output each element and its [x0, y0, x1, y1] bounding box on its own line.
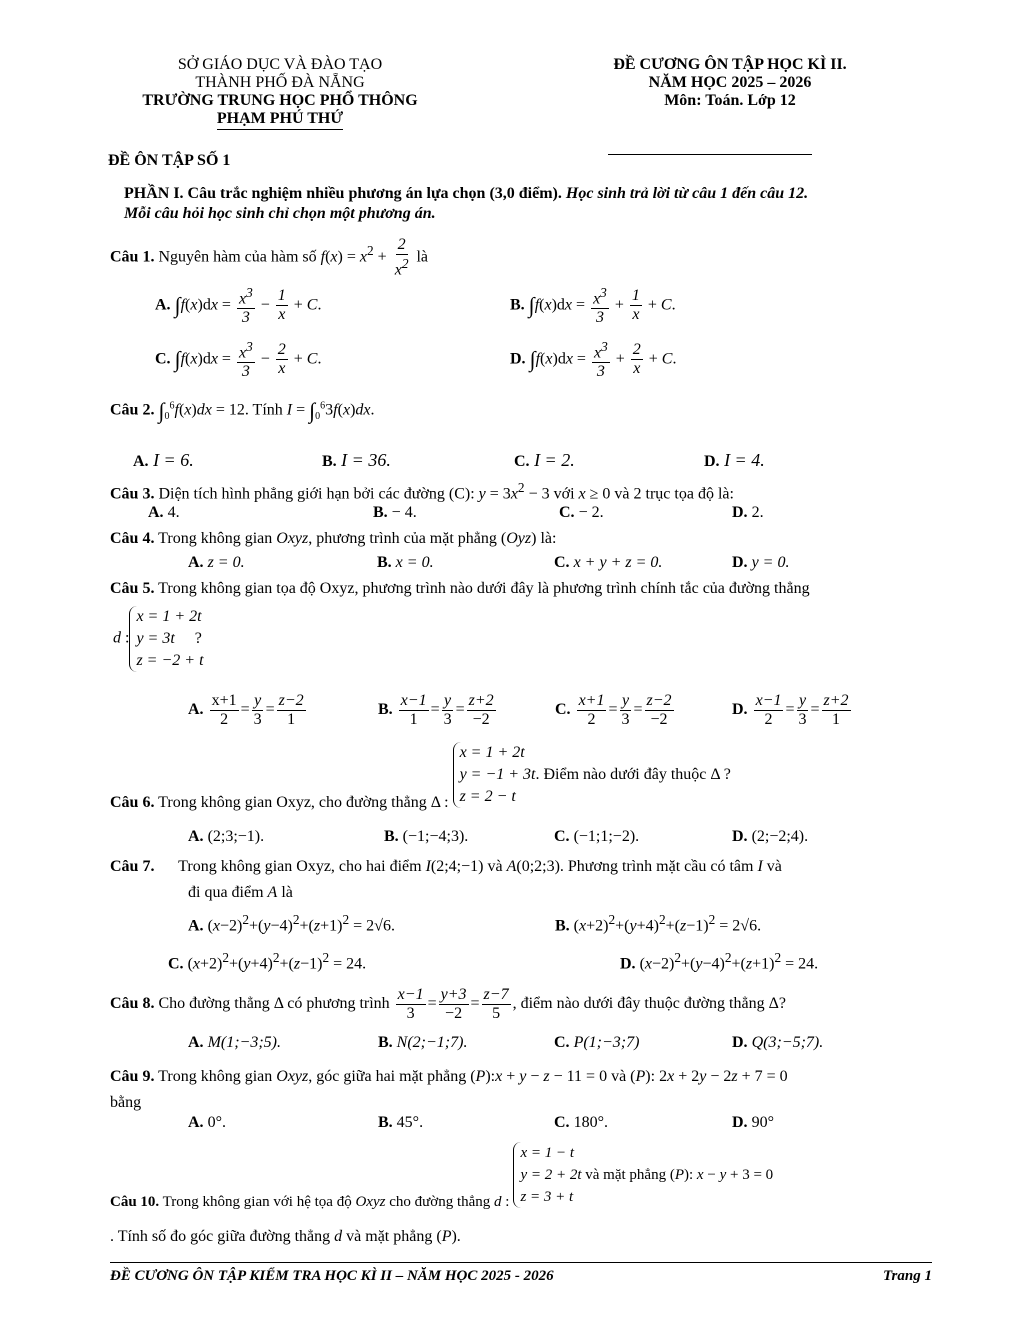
question-10: Câu 10. Trong không gian với hệ tọa độ Oxyz cho đường thẳng d : x = 1 − t y = 2 + 2t và mặt phẳng (P): x − y + 3 = 0 z = 3 + t	[110, 1142, 773, 1208]
q7-option-a[interactable]: A. $(x-2)^2+(y-4)^2+(z+1)^2 = 2√6$.	[188, 912, 395, 935]
footer-title: ĐỀ CƯƠNG ÔN TẬP KIỂM TRA HỌC KÌ II – NĂM HỌC 2025 - 2026	[110, 1268, 554, 1284]
question-9-line2: bằng	[110, 1094, 142, 1111]
part1-instruction: PHẦN I. Câu trắc nghiệm nhiều phương án lựa chọn (3,0 điểm). Học sinh trả lời từ câu 1 đến câu 12. Mỗi câu hỏi học sinh chỉ chọn một phương án.	[124, 185, 809, 222]
q3-option-b[interactable]: B. − 4.	[373, 504, 417, 521]
q7-option-b[interactable]: B. $(x+2)^2+(y+4)^2+(z-1)^2 = 2√6$.	[555, 912, 762, 935]
question-10-line2: . Tính số đo góc giữa đường thẳng d và mặt phẳng (P).	[110, 1228, 461, 1245]
q4-option-a[interactable]: A. z = 0.	[188, 554, 245, 571]
q9-option-b[interactable]: B. 45°.	[378, 1114, 424, 1131]
question-9: Câu 9. Trong không gian Oxyz, góc giữa hai mặt phẳng (P):x + y − z − 11 = 0 và (P): 2x + 2y − 2z + 7 = 0	[110, 1068, 788, 1085]
q8-option-a[interactable]: A. M(1;−3;5).	[188, 1034, 281, 1051]
q2-option-d[interactable]: D. I = 4.	[704, 450, 765, 470]
q8-option-c[interactable]: C. P(1;−3;7)	[554, 1034, 640, 1051]
question-1: Câu 1. Nguyên hàm của hàm số $f(x) = x^2$ + $\frac{2}{x^2}$ là	[110, 236, 429, 279]
header-divider	[608, 154, 812, 155]
footer-divider	[110, 1262, 932, 1263]
q6-option-b[interactable]: B. (−1;−4;3).	[384, 828, 469, 845]
school-type: TRƯỜNG TRUNG HỌC PHỔ THÔNG	[142, 92, 418, 109]
q6-option-d[interactable]: D. (2;−2;4).	[732, 828, 809, 845]
header-right	[540, 56, 920, 110]
school-year: NĂM HỌC 2025 – 2026	[648, 74, 812, 91]
page-number: Trang 1	[882, 1268, 932, 1284]
q8-option-b[interactable]: B. N(2;−1;7).	[378, 1034, 468, 1051]
q5-option-c[interactable]: C. $\frac{x+1}{2}$ = $\frac{y}{3}$ = $\frac{z-2}{-2}$	[555, 692, 672, 728]
q7-option-c[interactable]: C. $(x+2)^2+(y+4)^2+(z-1)^2 = 24$.	[168, 950, 367, 973]
city-name: THÀNH PHỐ ĐÀ NẴNG	[195, 74, 365, 91]
q1-option-d[interactable]: D. ∫f(x)dx = $\frac{x^3}{3}$ + $\frac{2}{x}$ + C.	[510, 339, 677, 381]
q9-option-a[interactable]: A. 0°.	[188, 1114, 226, 1131]
q1-option-a[interactable]: A. ∫f(x)dx = $\frac{x^3}{3}$ − $\frac{1}{x}$ + C.	[155, 285, 322, 327]
q2-option-a[interactable]: A. I = 6.	[133, 450, 194, 470]
q6-option-a[interactable]: A. (2;3;−1).	[188, 828, 265, 845]
q5-option-b[interactable]: B. $\frac{x-1}{1}$ = $\frac{y}{3}$ = $\frac{z+2}{-2}$	[378, 692, 494, 728]
subject: Môn: Toán. Lớp 12	[664, 92, 796, 109]
q3-option-c[interactable]: C. − 2.	[559, 504, 604, 521]
q5-line-system: d : x = 1 + 2t y = 3t ? z = −2 + t	[113, 606, 204, 672]
question-4: Câu 4. Trong không gian Oxyz, phương trình của mặt phẳng (Oyz) là:	[110, 530, 557, 547]
question-8: Câu 8. Cho đường thẳng Δ có phương trình $\frac{x-1}{3}$ = $\frac{y+3}{-2}$ = $\frac{z-7}{5}$ , điểm nào dưới đây thuộc đường thẳng Δ?	[110, 986, 786, 1022]
q4-option-d[interactable]: D. y = 0.	[732, 554, 790, 571]
q7-option-d[interactable]: D. $(x-2)^2+(y-4)^2+(z+1)^2 = 24$.	[620, 950, 819, 973]
question-7-line2: đi qua điểm A là	[188, 884, 293, 901]
question-7: Câu 7. Trong không gian Oxyz, cho hai điểm I(2;4;−1) và A(0;2;3). Phương trình mặt cầu có tâm I và	[110, 858, 782, 875]
q4-option-c[interactable]: C. x + y + z = 0.	[554, 554, 663, 571]
header-left	[110, 56, 450, 130]
exam-title: ĐỀ ÔN TẬP SỐ 1	[108, 152, 231, 169]
school-name: PHẠM PHÚ THỨ	[217, 110, 343, 130]
q1-option-c[interactable]: C. ∫f(x)dx = $\frac{x^3}{3}$ − $\frac{2}{x}$ + C.	[155, 339, 322, 381]
question-2: Câu 2. $\int_0^6f(x)dx = 12$. Tính $I = \int_0^63f(x)dx$.	[110, 398, 375, 423]
department-name: SỞ GIÁO DỤC VÀ ĐÀO TẠO	[177, 56, 383, 73]
question-3: Câu 3. Diện tích hình phẳng giới hạn bởi các đường (C): $y = 3x^2 - 3$ với x ≥ 0 và 2 trục tọa độ là:	[110, 480, 734, 503]
q2-option-c[interactable]: C. I = 2.	[514, 450, 575, 470]
q1-option-b[interactable]: B. ∫f(x)dx = $\frac{x^3}{3}$ + $\frac{1}{x}$ + C.	[510, 285, 676, 327]
doc-title: ĐỀ CƯƠNG ÔN TẬP HỌC KÌ II.	[613, 56, 847, 73]
question-6: Câu 6. Trong không gian Oxyz, cho đường thẳng Δ : x = 1 + 2t y = −1 + 3t. Điểm nào dưới đây thuộc Δ ? z = 2 − t	[110, 744, 731, 811]
q4-option-b[interactable]: B. x = 0.	[377, 554, 434, 571]
q3-option-d[interactable]: D. 2.	[732, 504, 764, 521]
question-5: Câu 5. Trong không gian tọa độ Oxyz, phương trình nào dưới đây là phương trình chính tắc của đường thẳng	[110, 580, 810, 597]
q2-option-b[interactable]: B. I = 36.	[322, 450, 391, 470]
q6-option-c[interactable]: C. (−1;1;−2).	[554, 828, 640, 845]
q5-option-a[interactable]: A. $\frac{x+1}{2}$ = $\frac{y}{3}$ = $\frac{z-2}{1}$	[188, 692, 304, 728]
q5-option-d[interactable]: D. $\frac{x-1}{2}$ = $\frac{y}{3}$ = $\frac{z+2}{1}$	[732, 692, 849, 728]
q9-option-d[interactable]: D. 90°	[732, 1114, 774, 1131]
q3-option-a[interactable]: A. 4.	[148, 504, 180, 521]
q9-option-c[interactable]: C. 180°.	[554, 1114, 608, 1131]
q8-option-d[interactable]: D. Q(3;−5;7).	[732, 1034, 824, 1051]
